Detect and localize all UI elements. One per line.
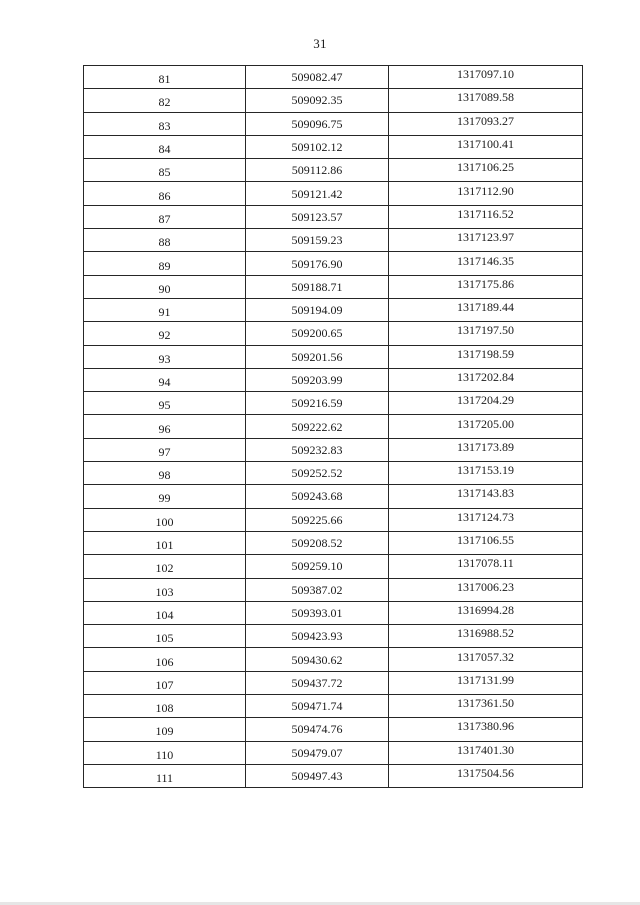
y-coordinate-cell <box>389 182 583 205</box>
y-coordinate-cell-text: 1317202.84 <box>457 370 514 384</box>
x-coordinate-cell <box>246 89 389 112</box>
x-coordinate-cell-text: 509423.93 <box>291 629 343 644</box>
y-coordinate-cell-text: 1317146.35 <box>457 253 514 268</box>
y-coordinate-cell-text: 1317204.29 <box>457 393 514 408</box>
point-number-cell-text: 111 <box>155 771 174 786</box>
y-coordinate-cell <box>389 648 583 671</box>
y-coordinate-cell <box>389 112 583 135</box>
table-row <box>84 252 583 275</box>
y-coordinate-cell <box>389 485 583 508</box>
x-coordinate-cell <box>246 275 389 298</box>
y-coordinate-cell-text: 1317123.97 <box>457 230 514 245</box>
x-coordinate-cell-text: 509430.62 <box>291 652 343 667</box>
x-coordinate-cell <box>246 159 389 182</box>
table-row <box>84 368 583 391</box>
point-number-cell <box>84 159 246 182</box>
y-coordinate-cell-text: 1317189.44 <box>457 300 514 315</box>
point-number-cell-text: 82 <box>158 95 171 110</box>
table-row <box>84 741 583 764</box>
y-coordinate-cell-text: 1317057.32 <box>457 649 514 664</box>
point-number-cell-text: 106 <box>155 654 174 669</box>
table-row <box>84 392 583 415</box>
y-coordinate-cell-text: 1317089.58 <box>457 90 514 105</box>
x-coordinate-cell <box>246 601 389 624</box>
point-number-cell <box>84 368 246 391</box>
y-coordinate-cell <box>389 462 583 485</box>
x-coordinate-cell-text: 509194.09 <box>291 303 343 318</box>
point-number-cell <box>84 578 246 601</box>
x-coordinate-cell <box>246 112 389 135</box>
x-coordinate-cell-text: 509225.66 <box>291 512 343 527</box>
point-number-cell <box>84 112 246 135</box>
y-coordinate-cell-text: 1317197.50 <box>457 323 514 338</box>
x-coordinate-cell-text: 509437.72 <box>291 675 343 690</box>
point-number-cell-text: 102 <box>155 561 174 576</box>
x-coordinate-cell-text: 509188.71 <box>291 279 343 294</box>
page-number: 31 <box>313 36 327 51</box>
point-number-cell <box>84 135 246 158</box>
y-coordinate-cell <box>389 601 583 624</box>
y-coordinate-cell-text: 1317097.10 <box>457 67 514 82</box>
point-number-cell <box>84 252 246 275</box>
point-number-cell <box>84 322 246 345</box>
table-row <box>84 438 583 461</box>
y-coordinate-cell-text: 1316994.28 <box>457 602 514 617</box>
point-number-cell <box>84 66 246 89</box>
y-coordinate-cell <box>389 671 583 694</box>
x-coordinate-cell-text: 509387.02 <box>291 582 343 597</box>
y-coordinate-cell-text: 1317124.73 <box>457 509 514 524</box>
point-number-cell <box>84 415 246 438</box>
y-coordinate-cell-text: 1316988.52 <box>457 626 514 641</box>
point-number-cell-text: 97 <box>158 444 171 459</box>
x-coordinate-cell-text: 509252.52 <box>291 466 343 481</box>
y-coordinate-cell-text: 1317106.25 <box>457 160 514 175</box>
point-number-cell-text: 105 <box>155 631 174 646</box>
point-number-cell-text: 99 <box>158 491 171 506</box>
table-row <box>84 159 583 182</box>
point-number-cell <box>84 718 246 741</box>
y-coordinate-cell <box>389 508 583 531</box>
x-coordinate-cell-text: 509096.75 <box>291 116 343 131</box>
table-row <box>84 322 583 345</box>
point-number-cell <box>84 648 246 671</box>
point-number-cell <box>84 485 246 508</box>
y-coordinate-cell <box>389 578 583 601</box>
table-row <box>84 229 583 252</box>
y-coordinate-cell <box>389 205 583 228</box>
y-coordinate-cell-text: 1317380.96 <box>457 719 514 734</box>
x-coordinate-cell-text: 509200.65 <box>291 326 343 341</box>
x-coordinate-cell-text: 509092.35 <box>291 93 343 108</box>
point-number-cell <box>84 182 246 205</box>
y-coordinate-cell <box>389 66 583 89</box>
x-coordinate-cell <box>246 252 389 275</box>
y-coordinate-cell <box>389 298 583 321</box>
x-coordinate-cell <box>246 555 389 578</box>
point-number-cell-text: 83 <box>158 118 171 133</box>
y-coordinate-cell <box>389 718 583 741</box>
y-coordinate-cell-text: 1317093.27 <box>457 113 514 128</box>
point-number-cell <box>84 229 246 252</box>
x-coordinate-cell <box>246 485 389 508</box>
point-number-cell-text: 93 <box>158 351 171 366</box>
y-coordinate-cell <box>389 741 583 764</box>
point-number-cell <box>84 601 246 624</box>
x-coordinate-cell-text: 509232.83 <box>291 442 343 457</box>
y-coordinate-cell <box>389 695 583 718</box>
x-coordinate-cell <box>246 648 389 671</box>
x-coordinate-cell-text: 509474.76 <box>291 722 343 737</box>
y-coordinate-cell <box>389 159 583 182</box>
point-number-cell-text: 109 <box>155 724 174 739</box>
table-row <box>84 485 583 508</box>
y-coordinate-cell <box>389 89 583 112</box>
table-row <box>84 345 583 368</box>
y-coordinate-cell-text: 1317205.00 <box>457 416 514 431</box>
y-coordinate-cell-text: 1317504.56 <box>457 766 514 781</box>
point-number-cell-text: 110 <box>155 747 174 762</box>
point-number-cell <box>84 508 246 531</box>
point-number-cell <box>84 741 246 764</box>
x-coordinate-cell <box>246 322 389 345</box>
point-number-cell <box>84 438 246 461</box>
point-number-cell-text: 86 <box>158 188 171 203</box>
y-coordinate-cell <box>389 368 583 391</box>
x-coordinate-cell-text: 509259.10 <box>291 559 343 574</box>
point-number-cell-text: 107 <box>155 677 174 692</box>
point-number-cell <box>84 392 246 415</box>
coordinate-table-body <box>84 66 583 788</box>
point-number-cell <box>84 764 246 787</box>
y-coordinate-cell-text: 1317078.11 <box>457 556 514 571</box>
y-coordinate-cell-text: 1317100.41 <box>457 137 514 152</box>
table-row <box>84 695 583 718</box>
table-row <box>84 508 583 531</box>
point-number-cell <box>84 625 246 648</box>
x-coordinate-cell-text: 509121.42 <box>291 186 343 201</box>
x-coordinate-cell <box>246 368 389 391</box>
point-number-cell <box>84 555 246 578</box>
table-row <box>84 112 583 135</box>
table-row <box>84 135 583 158</box>
point-number-cell-text: 104 <box>155 607 174 622</box>
point-number-cell <box>84 531 246 554</box>
x-coordinate-cell <box>246 508 389 531</box>
point-number-cell <box>84 695 246 718</box>
point-number-cell-text: 100 <box>155 514 174 529</box>
point-number-cell-text: 94 <box>158 375 171 389</box>
y-coordinate-cell <box>389 531 583 554</box>
x-coordinate-cell <box>246 671 389 694</box>
x-coordinate-cell <box>246 415 389 438</box>
y-coordinate-cell-text: 1317401.30 <box>457 742 514 757</box>
point-number-cell <box>84 275 246 298</box>
point-number-cell-text: 103 <box>155 584 174 599</box>
table-row <box>84 462 583 485</box>
x-coordinate-cell-text: 509082.47 <box>291 70 343 85</box>
y-coordinate-cell-text: 1317361.50 <box>457 696 514 711</box>
table-row <box>84 298 583 321</box>
table-row <box>84 671 583 694</box>
y-coordinate-cell <box>389 415 583 438</box>
y-coordinate-cell <box>389 392 583 415</box>
x-coordinate-cell <box>246 438 389 461</box>
x-coordinate-cell-text: 509479.07 <box>291 745 343 760</box>
point-number-cell-text: 85 <box>158 165 171 180</box>
point-number-cell <box>84 89 246 112</box>
y-coordinate-cell-text: 1317153.19 <box>457 463 514 478</box>
point-number-cell-text: 88 <box>158 235 171 250</box>
x-coordinate-cell <box>246 205 389 228</box>
x-coordinate-cell-text: 509216.59 <box>291 396 343 411</box>
point-number-cell-text: 89 <box>158 258 171 273</box>
coordinate-table <box>83 65 583 788</box>
x-coordinate-cell-text: 509497.43 <box>291 769 343 784</box>
point-number-cell-text: 91 <box>158 305 171 320</box>
x-coordinate-cell <box>246 531 389 554</box>
table-row <box>84 89 583 112</box>
y-coordinate-cell <box>389 764 583 787</box>
y-coordinate-cell-text: 1317116.52 <box>457 206 514 221</box>
x-coordinate-cell <box>246 695 389 718</box>
x-coordinate-cell <box>246 625 389 648</box>
y-coordinate-cell <box>389 135 583 158</box>
x-coordinate-cell-text: 509159.23 <box>291 233 343 248</box>
y-coordinate-cell <box>389 322 583 345</box>
x-coordinate-cell-text: 509471.74 <box>291 699 343 714</box>
y-coordinate-cell <box>389 555 583 578</box>
x-coordinate-cell <box>246 66 389 89</box>
point-number-cell <box>84 205 246 228</box>
point-number-cell-text: 108 <box>155 701 174 716</box>
x-coordinate-cell-text: 509176.90 <box>291 256 343 271</box>
point-number-cell-text: 96 <box>158 421 171 436</box>
y-coordinate-cell <box>389 345 583 368</box>
x-coordinate-cell-text: 509203.99 <box>291 373 343 387</box>
y-coordinate-cell-text: 1317143.83 <box>457 486 514 501</box>
x-coordinate-cell-text: 509393.01 <box>291 605 343 620</box>
point-number-cell <box>84 671 246 694</box>
y-coordinate-cell <box>389 252 583 275</box>
x-coordinate-cell-text: 509208.52 <box>291 536 343 551</box>
point-number-cell-text: 92 <box>158 328 171 343</box>
table-row <box>84 648 583 671</box>
point-number-cell-text: 95 <box>158 398 171 413</box>
y-coordinate-cell-text: 1317112.90 <box>457 183 514 198</box>
table-row <box>84 578 583 601</box>
x-coordinate-cell <box>246 718 389 741</box>
x-coordinate-cell-text: 509102.12 <box>291 140 343 155</box>
x-coordinate-cell-text: 509243.68 <box>291 489 343 504</box>
x-coordinate-cell <box>246 229 389 252</box>
x-coordinate-cell <box>246 462 389 485</box>
y-coordinate-cell-text: 1317131.99 <box>457 672 514 687</box>
point-number-cell-text: 81 <box>158 72 171 87</box>
y-coordinate-cell-text: 1317173.89 <box>457 439 514 454</box>
x-coordinate-cell-text: 509201.56 <box>291 349 343 364</box>
table-row <box>84 764 583 787</box>
table-row <box>84 66 583 89</box>
y-coordinate-cell <box>389 438 583 461</box>
y-coordinate-cell <box>389 229 583 252</box>
table-row <box>84 275 583 298</box>
table-row <box>84 531 583 554</box>
x-coordinate-cell-text: 509222.62 <box>291 419 343 434</box>
table-row <box>84 625 583 648</box>
table-row <box>84 601 583 624</box>
table-row <box>84 182 583 205</box>
x-coordinate-cell <box>246 764 389 787</box>
x-coordinate-cell <box>246 578 389 601</box>
y-coordinate-cell-text: 1317175.86 <box>457 276 514 291</box>
table-row <box>84 415 583 438</box>
point-number-cell <box>84 462 246 485</box>
table-row <box>84 718 583 741</box>
x-coordinate-cell-text: 509123.57 <box>291 209 343 224</box>
x-coordinate-cell <box>246 182 389 205</box>
table-row <box>84 555 583 578</box>
y-coordinate-cell-text: 1317106.55 <box>457 533 514 548</box>
y-coordinate-cell <box>389 275 583 298</box>
table-row <box>84 205 583 228</box>
y-coordinate-cell-text: 1317198.59 <box>457 346 514 361</box>
x-coordinate-cell-text: 509112.86 <box>291 163 343 178</box>
point-number-cell <box>84 345 246 368</box>
y-coordinate-cell-text: 1317006.23 <box>457 579 514 594</box>
y-coordinate-cell <box>389 625 583 648</box>
point-number-cell-text: 101 <box>155 538 174 553</box>
point-number-cell-text: 98 <box>158 468 171 483</box>
point-number-cell-text: 90 <box>158 281 171 296</box>
x-coordinate-cell <box>246 298 389 321</box>
point-number-cell <box>84 298 246 321</box>
x-coordinate-cell <box>246 392 389 415</box>
point-number-cell-text: 84 <box>158 142 171 157</box>
point-number-cell-text: 87 <box>158 211 171 226</box>
x-coordinate-cell <box>246 741 389 764</box>
x-coordinate-cell <box>246 345 389 368</box>
x-coordinate-cell <box>246 135 389 158</box>
